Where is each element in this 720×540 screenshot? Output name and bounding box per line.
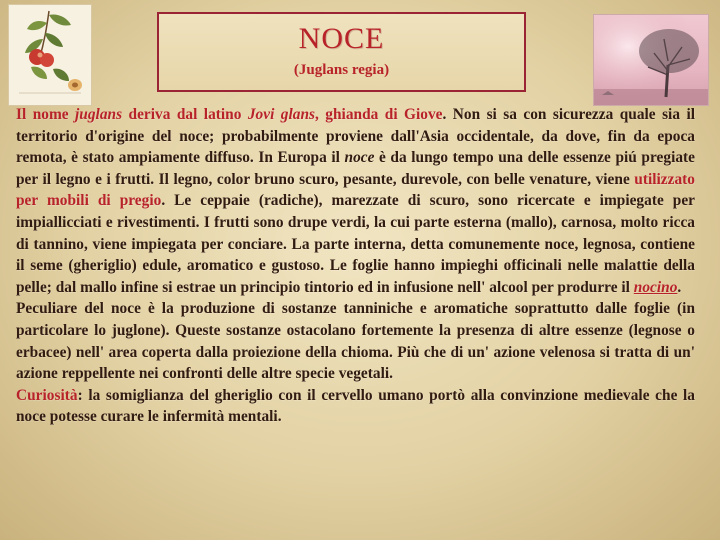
text-span: deriva dal latino (122, 106, 248, 123)
text-span: è da lungo tempo una delle essenze piú pregiate per il legno e i frutti. Il legno, color bruno scuro, pesante, durevole, con belle venature, viene (16, 149, 695, 188)
peach-branch-icon (9, 5, 91, 105)
italic-term: noce (344, 149, 375, 167)
text-span: . Le ceppaie (radiche), marezzate di scuro, sono ricercate e impiegate per impiallicciati e rivestimenti. I frutti sono drupe verdi, la cui parte esterna (mallo), carnosa, molto ricca di tannino, viene impiegata per conciare. La parte interna, detta comunemente noce, legnosa, contiene il seme (gheriglio) edule, aromatico e gustoso. Le foglie hanno impieghi officinali nelle malattie della pelle; dal mallo infine si estrae un principio tintorio ed in infusione nell' alcool per produrre il (16, 192, 695, 296)
text-span: Il nome (16, 106, 76, 123)
nocino-term: nocino (633, 278, 678, 296)
text-span: : la somiglianza del gheriglio con il cervello umano portò alla convinzione medievale che la noce potesse curare le infermità mentali. (16, 386, 695, 426)
text-span: . Non si sa con sicurezza quale sia il territorio d'origine del noce; probabilmente proviene dall'Asia occidentale, da dove, fin da epoca remota, è stato ampiamente diffuso. In Europa il (16, 106, 696, 167)
highlight-phrase: utilizzato per mobili di pregio (16, 170, 695, 210)
paragraph-curiosity (16, 385, 695, 428)
paragraph-origin (16, 104, 695, 298)
latin-term: juglans (75, 106, 123, 123)
title-box (157, 12, 526, 92)
page-title: NOCE (298, 22, 385, 55)
tree-photo (593, 14, 709, 106)
tree-icon (594, 15, 708, 105)
latin-term: Jovi glans (247, 106, 316, 123)
botanical-illustration (8, 4, 92, 106)
paragraph-tannins: Peculiare del noce è la produzione di sostanze tanniniche e aromatiche soprattutto dalle foglie (in particolare lo juglone). Queste sostanze ostacolano fortemente la presenza di altre essenze (legnose o erbacee) nell' area coperta dalla proiezione della chioma. Più che di un' azione velenosa si tratta di un' azione reppellente nei confronti delle altre specie vegetali. (16, 300, 695, 383)
text-span: . (677, 278, 682, 296)
text-span: , ghianda di Giove (315, 106, 443, 123)
latin-name: (Juglans regia) (293, 62, 390, 78)
curiosity-label: Curiosità (16, 386, 78, 404)
body-text (16, 104, 695, 428)
